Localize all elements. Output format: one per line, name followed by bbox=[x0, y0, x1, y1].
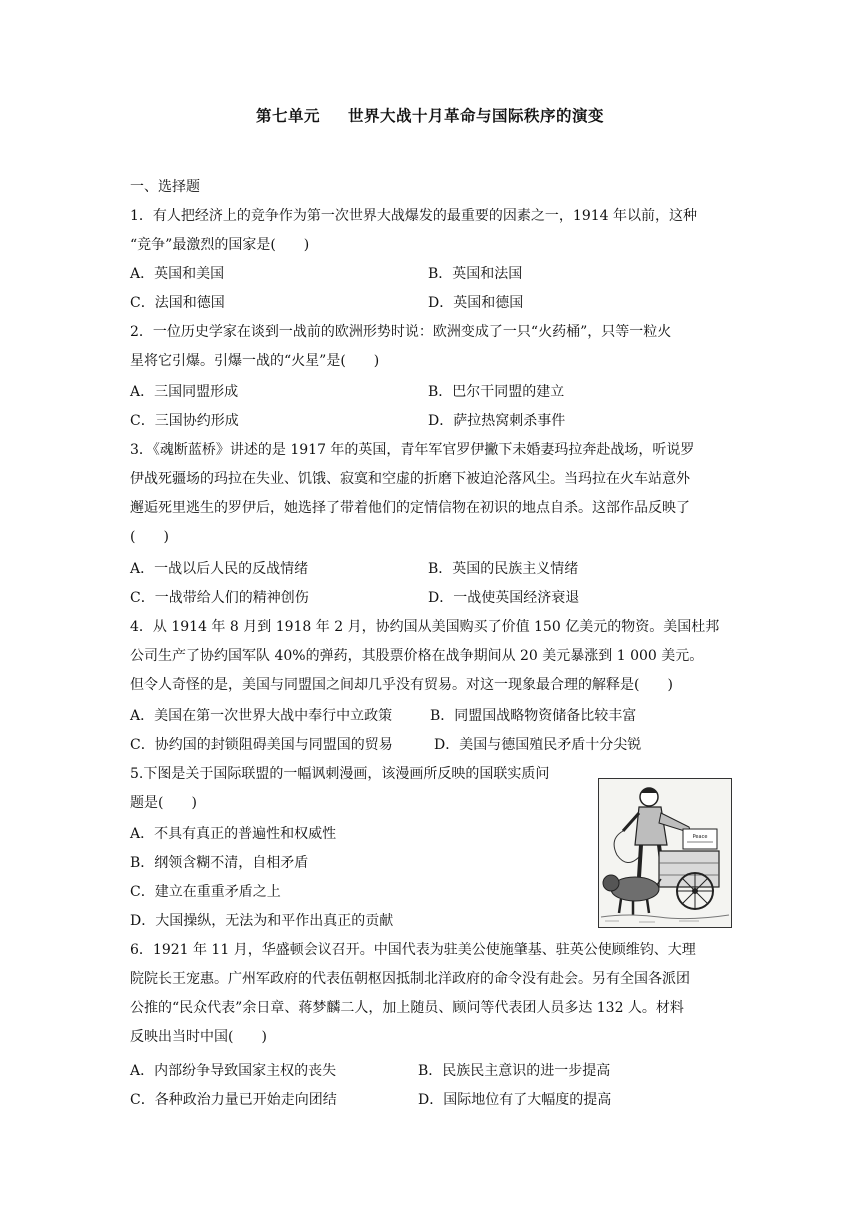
question-2-option-a: A．三国同盟形成 bbox=[130, 384, 239, 400]
question-5-line-1: 5.下图是关于国际联盟的一幅讽刺漫画，该漫画所反映的国联实质问 bbox=[130, 766, 550, 782]
question-3-line-3: 邂逅死里逃生的罗伊后，她选择了带着他们的定情信物在初识的地点自杀。这部作品反映了 bbox=[130, 500, 690, 516]
question-4-option-d: D．美国与德国殖民矛盾十分尖锐 bbox=[434, 737, 642, 753]
question-6-line-4: 反映出当时中国( ) bbox=[130, 1029, 267, 1045]
question-4-line-2: 公司生产了协约国军队 40%的弹药，其股票价格在战争期间从 20 美元暴涨到 1 000 美元。 bbox=[130, 648, 704, 664]
question-5-option-b: B．纲领含糊不清，自相矛盾 bbox=[130, 855, 309, 871]
question-6-option-b: B．民族民主意识的进一步提高 bbox=[418, 1063, 611, 1079]
question-4-line-1: 4．从 1914 年 8 月到 1918 年 2 月，协约国从美国购买了价值 150 亿美元的物资。美国杜邦 bbox=[130, 619, 720, 635]
cartoon-caption-text: Peace bbox=[692, 834, 708, 840]
unit-number: 第七单元 bbox=[255, 106, 320, 125]
question-1-line-2: “竞争”最激烈的国家是( ) bbox=[130, 237, 310, 253]
question-1-line-1: 1．有人把经济上的竞争作为第一次世界大战爆发的最重要的因素之一，1914 年以前，这种 bbox=[130, 208, 697, 224]
question-3-option-a: A．一战以后人民的反战情绪 bbox=[130, 561, 309, 577]
question-3-option-d: D．一战使英国经济衰退 bbox=[428, 590, 580, 606]
question-3-option-b: B．英国的民族主义情绪 bbox=[428, 561, 579, 577]
question-3-line-2: 伊战死疆场的玛拉在失业、饥饿、寂寞和空虚的折磨下被迫沦落风尘。当玛拉在火车站意外 bbox=[130, 471, 690, 487]
question-4-line-3: 但令人奇怪的是，美国与同盟国之间却几乎没有贸易。对这一现象最合理的解释是( ) bbox=[130, 677, 673, 693]
question-4-option-a: A．美国在第一次世界大战中奉行中立政策 bbox=[130, 708, 393, 724]
question-3-option-c: C．一战带给人们的精神创伤 bbox=[130, 590, 309, 606]
question-6-option-c: C．各种政治力量已开始走向团结 bbox=[130, 1092, 337, 1108]
question-5-line-2: 题是( ) bbox=[130, 795, 197, 811]
question-2-option-d: D．萨拉热窝刺杀事件 bbox=[428, 413, 566, 429]
question-5-option-a: A．不具有真正的普遍性和权威性 bbox=[130, 826, 337, 842]
question-2-option-c: C．三国协约形成 bbox=[130, 413, 239, 429]
question-6-line-3: 公推的“民众代表”余日章、蒋梦麟二人，加上随员、顾问等代表团人员多达 132 人。材料 bbox=[130, 1000, 684, 1016]
question-3-line-1: 3．《魂断蓝桥》讲述的是 1917 年的英国，青年军官罗伊撇下未婚妻玛拉奔赴战场，听说罗 bbox=[130, 442, 695, 458]
question-4-option-b: B．同盟国战略物资储备比较丰富 bbox=[430, 708, 637, 724]
question-6-option-d: D．国际地位有了大幅度的提高 bbox=[418, 1092, 612, 1108]
question-1-option-d: D．英国和德国 bbox=[428, 295, 524, 311]
question-3-line-4: ( ) bbox=[130, 529, 169, 545]
question-6-line-1: 6．1921 年 11 月，华盛顿会议召开。中国代表为驻美公使施肇基、驻英公使顾维钧、大理 bbox=[130, 942, 696, 958]
question-5-option-c: C．建立在重重矛盾之上 bbox=[130, 884, 281, 900]
unit-name: 世界大战十月革命与国际秩序的演变 bbox=[348, 106, 605, 125]
cartoon-drawing bbox=[599, 779, 731, 927]
question-1-option-c: C．法国和德国 bbox=[130, 295, 225, 311]
section-heading: 一、选择题 bbox=[130, 179, 200, 195]
question-6-option-a: A．内部纷争导致国家主权的丧失 bbox=[130, 1063, 337, 1079]
question-2-option-b: B．巴尔干同盟的建立 bbox=[428, 384, 565, 400]
league-of-nations-cartoon bbox=[598, 778, 732, 928]
question-1-option-b: B．英国和法国 bbox=[428, 266, 523, 282]
question-6-line-2: 院院长王宠惠。广州军政府的代表伍朝枢因抵制北洋政府的命令没有赴会。另有全国各派团 bbox=[130, 971, 690, 987]
question-2-line-1: 2．一位历史学家在谈到一战前的欧洲形势时说：欧洲变成了一只“火药桶”，只等一粒火 bbox=[130, 324, 672, 340]
unit-title bbox=[0, 104, 860, 126]
question-2-line-2: 星将它引爆。引爆一战的“火星”是( ) bbox=[130, 353, 380, 369]
question-1-option-a: A．英国和美国 bbox=[130, 266, 225, 282]
question-4-option-c: C．协约国的封锁阻碍美国与同盟国的贸易 bbox=[130, 737, 393, 753]
question-5-option-d: D．大国操纵，无法为和平作出真正的贡献 bbox=[130, 913, 394, 929]
